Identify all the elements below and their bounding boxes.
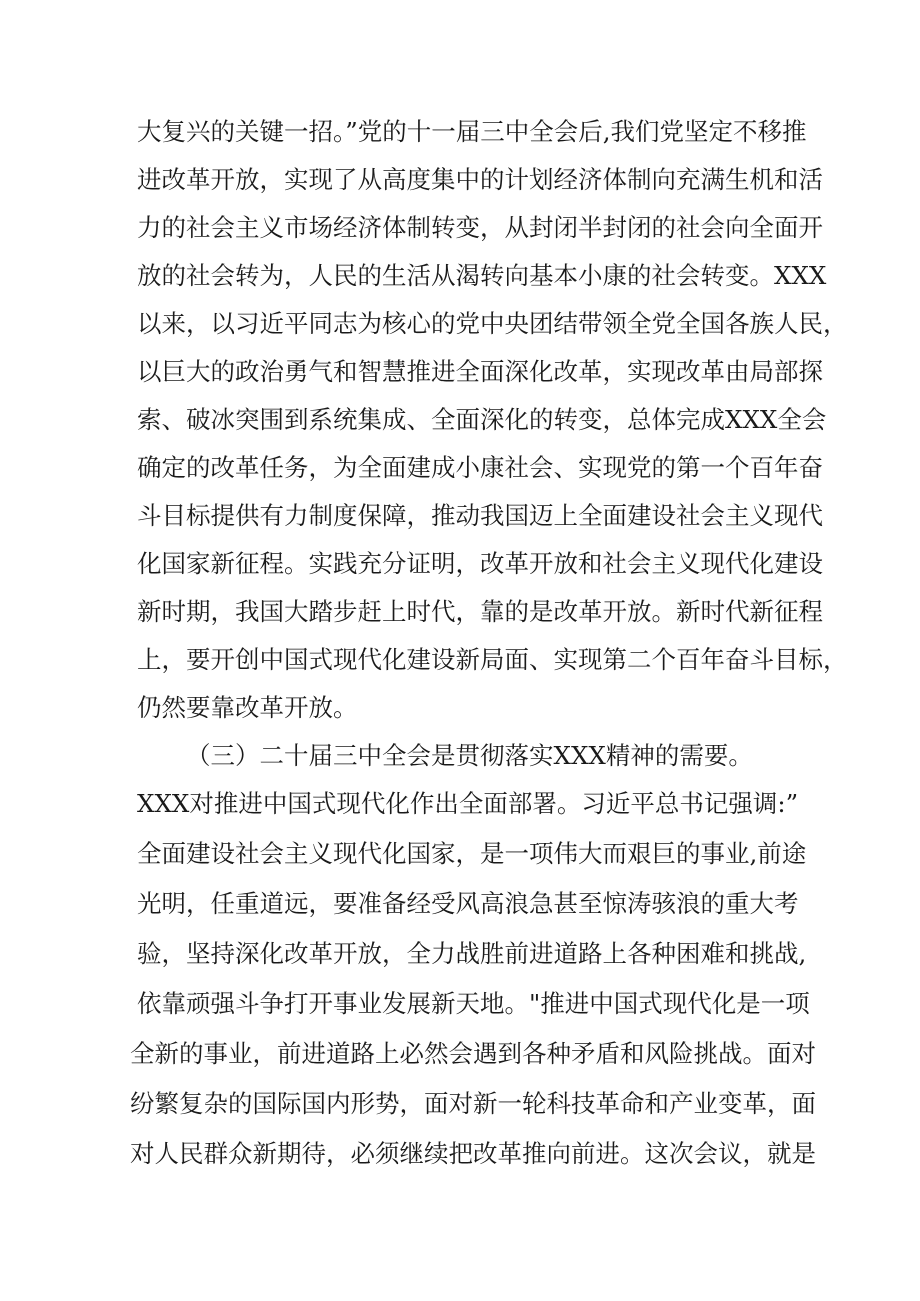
text-line: 大复兴的关键一招。”党的十一届三中全会后,我们党坚定不移推	[137, 117, 807, 146]
text-line: 光明，任重道远，要准备经受风高浪急甚至惊涛骇浪的重大考	[137, 889, 799, 918]
text-line: 全新的事业，前进道路上必然会遇到各种矛盾和风险挑战。面对	[130, 1039, 816, 1068]
text-line: 放的社会转为，人民的生活从渴转向基本小康的社会转变。XXX	[137, 261, 827, 290]
text-line: 进改革开放，实现了从高度集中的计划经济体制向充满生机和活	[137, 165, 823, 194]
text-line: 斗目标提供有力制度保障，推动我国迈上全面建设社会主义现代	[137, 501, 823, 530]
text-line: 以巨大的政治勇气和智慧推进全面深化改革，实现改革由局部探	[137, 357, 823, 386]
text-line: 以来，以习近平同志为核心的党中央团结带领全党全国各族人民，	[137, 309, 848, 338]
text-line: 全面建设社会主义现代化国家，是一项伟大而艰巨的事业,前途	[137, 839, 807, 868]
text-line: 化国家新征程。实践充分证明，改革开放和社会主义现代化建设	[137, 549, 823, 578]
text-line: 力的社会主义市场经济体制转变，从封闭半封闭的社会向全面开	[137, 213, 823, 242]
section-heading: （三）二十届三中全会是贯彻落实XXX精神的需要。	[186, 741, 753, 770]
text-line: 索、破冰突围到系统集成、全面深化的转变，总体完成XXX全会	[137, 405, 827, 434]
text-line: 上，要开创中国式现代化建设新局面、实现第二个百年奋斗目标，	[137, 645, 848, 674]
text-line: 验，坚持深化改革开放，全力战胜前进道路上各种困难和挑战,	[137, 939, 807, 968]
text-line: 依靠顽强斗争打开事业发展新天地。"推进中国式现代化是一项	[137, 989, 810, 1018]
text-line: 对人民群众新期待，必须继续把改革推向前进。这次会议，就是	[130, 1139, 816, 1168]
text-line: 仍然要靠改革开放。	[137, 693, 358, 722]
text-line: 确定的改革任务，为全面建成小康社会、实现党的第一个百年奋	[137, 453, 823, 482]
text-line: 纷繁复杂的国际国内形势，面对新一轮科技革命和产业变革，面	[130, 1089, 816, 1118]
text-line: XXX对推进中国式现代化作出全面部署。习近平总书记强调:”	[137, 789, 799, 818]
text-line: 新时期，我国大踏步赶上时代，靠的是改革开放。新时代新征程	[137, 597, 823, 626]
